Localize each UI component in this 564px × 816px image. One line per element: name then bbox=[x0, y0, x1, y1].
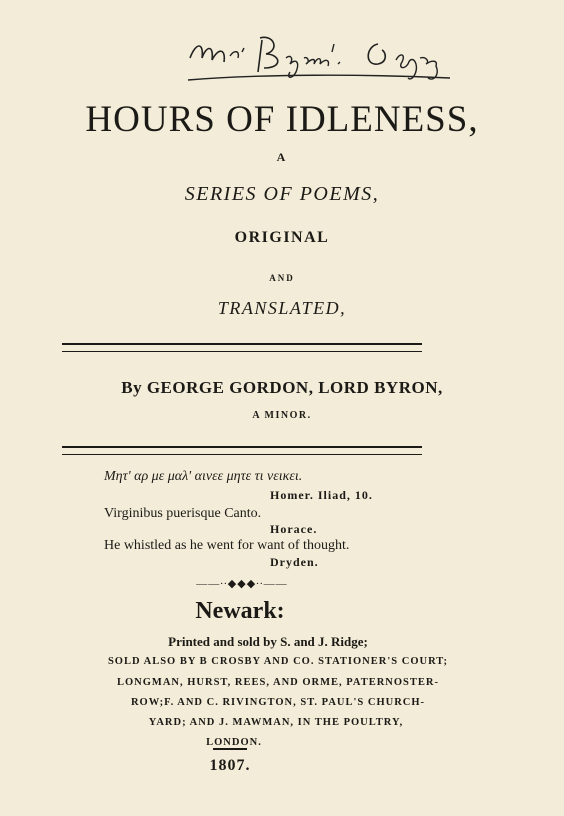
author-line: By GEORGE GORDON, LORD BYRON, bbox=[121, 378, 443, 397]
epigraph-citation: Homer. Iliad, 10. bbox=[270, 488, 373, 502]
double-rule-bottom bbox=[62, 446, 422, 455]
printer-line: ROW;F. AND C. RIVINGTON, ST. PAUL'S CHURCH- bbox=[130, 697, 426, 708]
printer-line: LONDON. bbox=[206, 737, 262, 748]
translated-label: TRANSLATED, bbox=[217, 298, 347, 318]
epigraph-citation: Horace. bbox=[270, 522, 318, 536]
printer-line: YARD; AND J. MAWMAN, IN THE POULTRY, bbox=[148, 717, 404, 728]
imprint-place: Newark: bbox=[195, 598, 285, 624]
minor-label: A MINOR. bbox=[252, 410, 312, 421]
subtitle-article: A bbox=[276, 150, 288, 164]
printer-line: SOLD ALSO BY B CROSBY AND CO. STATIONER'S COURT; bbox=[107, 656, 449, 667]
epigraph-quote: Μητ' αρ με μαλ' αινεε μητε τι νεικει. bbox=[104, 469, 303, 484]
publication-year: 1807. bbox=[209, 757, 251, 774]
ornament-divider: ——∙∙◆◆◆∙∙—— bbox=[196, 578, 288, 590]
double-rule-top bbox=[62, 343, 422, 352]
printer-line: LONGMAN, HURST, REES, AND ORME, PATERNOSTER- bbox=[117, 677, 439, 688]
handwritten-signature bbox=[182, 28, 462, 88]
original-label: ORIGINAL bbox=[234, 229, 330, 246]
book-title: HOURS OF IDLENESS, bbox=[85, 99, 479, 140]
printer-line: Printed and sold by S. and J. Ridge; bbox=[168, 634, 368, 649]
book-subtitle: SERIES OF POEMS, bbox=[184, 183, 380, 205]
epigraph-citation: Dryden. bbox=[270, 555, 319, 569]
year-rule bbox=[213, 748, 247, 750]
epigraph-quote: Virginibus puerisque Canto. bbox=[104, 506, 262, 521]
and-label: AND bbox=[269, 273, 295, 283]
epigraph-quote: He whistled as he went for want of thought. bbox=[104, 538, 350, 553]
